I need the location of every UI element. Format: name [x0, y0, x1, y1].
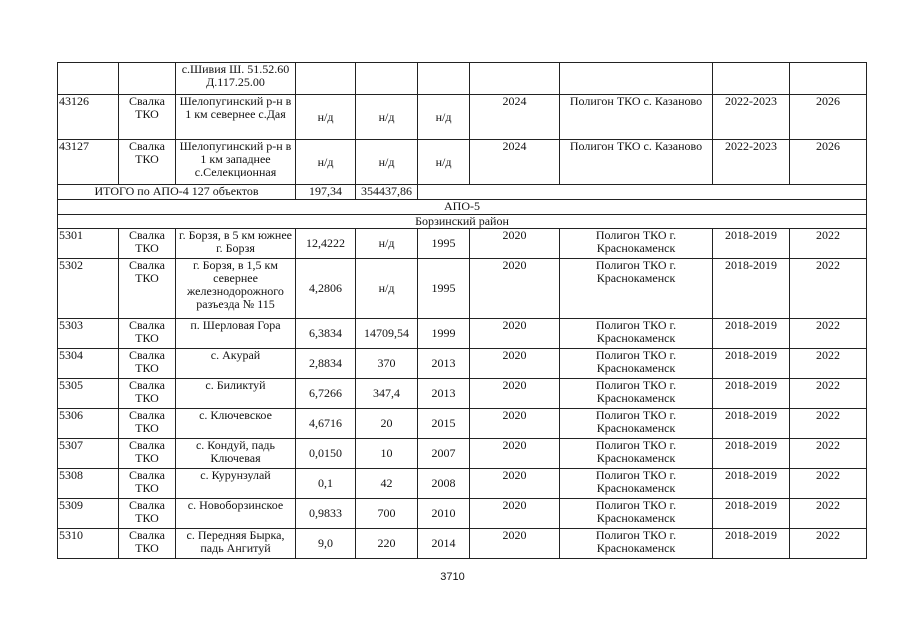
cell-volume: н/д [356, 229, 418, 259]
table-row [58, 469, 867, 499]
cell-id: 43127 [58, 140, 119, 185]
cell-area: 12,4222 [296, 229, 356, 259]
cell-area: н/д [296, 140, 356, 185]
cell-area: н/д [296, 95, 356, 140]
page-number: 3710 [440, 571, 465, 583]
cell-volume: 20 [356, 409, 418, 439]
cell-close-year: 2026 [790, 95, 867, 140]
cell-id: 5309 [58, 499, 119, 529]
cell-year-start: 1995 [418, 229, 470, 259]
cell-id: 5301 [58, 229, 119, 259]
facilities-table [57, 62, 867, 559]
cell-location: с. Курунзулай [176, 469, 296, 499]
cell-location: с. Новоборзинское [176, 499, 296, 529]
section-title-row [58, 200, 867, 215]
cell-close-year: 2022 [790, 529, 867, 559]
cell-location: с. Ключевское [176, 409, 296, 439]
total-label: ИТОГО по АПО-4 127 объектов [58, 185, 296, 200]
table-row [58, 379, 867, 409]
cell-transfer-object: Полигон ТКО г. Краснокаменск [560, 259, 713, 319]
top-rows [58, 63, 867, 185]
cell-type: Свалка ТКО [119, 409, 176, 439]
table-row [58, 439, 867, 469]
cell-transfer-object [560, 63, 713, 95]
cell-location: с. Кондуй, падь Ключевая [176, 439, 296, 469]
cell-years-work: 2018-2019 [713, 379, 790, 409]
table-row [58, 259, 867, 319]
district-title: Борзинский район [58, 215, 867, 229]
cell-id: 5306 [58, 409, 119, 439]
cell-transfer-year: 2024 [470, 140, 560, 185]
cell-years-work: 2018-2019 [713, 499, 790, 529]
cell-type: Свалка ТКО [119, 379, 176, 409]
cell-type: Свалка ТКО [119, 140, 176, 185]
cell-year-start: 2015 [418, 409, 470, 439]
cell-type: Свалка ТКО [119, 469, 176, 499]
cell-location: п. Шерловая Гора [176, 319, 296, 349]
cell-year-start: 2014 [418, 529, 470, 559]
cell-area [296, 63, 356, 95]
cell-id: 43126 [58, 95, 119, 140]
cell-location: с. Биликтуй [176, 379, 296, 409]
table-row [58, 140, 867, 185]
section-title: АПО-5 [58, 200, 867, 215]
cell-close-year: 2022 [790, 259, 867, 319]
cell-transfer-object: Полигон ТКО г. Краснокаменск [560, 469, 713, 499]
cell-transfer-object: Полигон ТКО г. Краснокаменск [560, 229, 713, 259]
cell-year-start: 2007 [418, 439, 470, 469]
cell-close-year: 2022 [790, 319, 867, 349]
main-rows [58, 229, 867, 559]
cell-year-start: н/д [418, 140, 470, 185]
cell-volume [356, 63, 418, 95]
cell-transfer-object: Полигон ТКО г. Краснокаменск [560, 409, 713, 439]
table-row [58, 409, 867, 439]
cell-location: г. Борзя, в 1,5 км севернее железнодорожного разъезда № 115 [176, 259, 296, 319]
cell-type: Свалка ТКО [119, 95, 176, 140]
cell-years-work [713, 63, 790, 95]
cell-year-start: н/д [418, 95, 470, 140]
cell-type: Свалка ТКО [119, 259, 176, 319]
cell-years-work: 2018-2019 [713, 409, 790, 439]
cell-location: с. Акурай [176, 349, 296, 379]
cell-id: 5304 [58, 349, 119, 379]
cell-close-year: 2022 [790, 439, 867, 469]
cell-transfer-year: 2020 [470, 439, 560, 469]
cell-area: 4,2806 [296, 259, 356, 319]
cell-close-year: 2022 [790, 349, 867, 379]
cell-close-year: 2022 [790, 379, 867, 409]
cell-years-work: 2018-2019 [713, 229, 790, 259]
cell-year-start: 1999 [418, 319, 470, 349]
cell-location: Шелопугинский р-н в 1 км севернее с.Дая [176, 95, 296, 140]
cell-transfer-object: Полигон ТКО с. Казаново [560, 95, 713, 140]
cell-area: 0,9833 [296, 499, 356, 529]
cell-close-year: 2022 [790, 409, 867, 439]
total-volume: 354437,86 [356, 185, 418, 200]
district-title-row [58, 215, 867, 229]
cell-transfer-object: Полигон ТКО г. Краснокаменск [560, 529, 713, 559]
cell-id: 5308 [58, 469, 119, 499]
cell-volume: 347,4 [356, 379, 418, 409]
table-row [58, 349, 867, 379]
cell-year-start: 2013 [418, 349, 470, 379]
cell-area: 4,6716 [296, 409, 356, 439]
cell-volume: н/д [356, 95, 418, 140]
cell-transfer-year: 2020 [470, 229, 560, 259]
cell-transfer-year [470, 63, 560, 95]
cell-transfer-object: Полигон ТКО с. Казаново [560, 140, 713, 185]
cell-id: 5302 [58, 259, 119, 319]
cell-volume: 10 [356, 439, 418, 469]
cell-type: Свалка ТКО [119, 229, 176, 259]
cell-transfer-object: Полигон ТКО г. Краснокаменск [560, 439, 713, 469]
cell-transfer-object: Полигон ТКО г. Краснокаменск [560, 499, 713, 529]
cell-id [58, 63, 119, 95]
cell-area: 2,8834 [296, 349, 356, 379]
cell-transfer-year: 2020 [470, 469, 560, 499]
table-row [58, 529, 867, 559]
cell-transfer-year: 2020 [470, 409, 560, 439]
cell-location: с. Передняя Бырка, падь Ангитуй [176, 529, 296, 559]
cell-id: 5305 [58, 379, 119, 409]
cell-type: Свалка ТКО [119, 529, 176, 559]
cell-transfer-year: 2020 [470, 349, 560, 379]
total-row [58, 185, 867, 200]
cell-type: Свалка ТКО [119, 349, 176, 379]
cell-volume: 220 [356, 529, 418, 559]
cell-years-work: 2022-2023 [713, 140, 790, 185]
cell-area: 0,1 [296, 469, 356, 499]
cell-type: Свалка ТКО [119, 319, 176, 349]
total-area: 197,34 [296, 185, 356, 200]
cell-years-work: 2018-2019 [713, 469, 790, 499]
cell-volume: н/д [356, 259, 418, 319]
cell-year-start [418, 63, 470, 95]
table-row [58, 229, 867, 259]
cell-years-work: 2018-2019 [713, 529, 790, 559]
cell-area: 0,0150 [296, 439, 356, 469]
cell-years-work: 2018-2019 [713, 259, 790, 319]
cell-volume: 370 [356, 349, 418, 379]
cell-id: 5303 [58, 319, 119, 349]
table-row [58, 499, 867, 529]
table-row [58, 63, 867, 95]
cell-transfer-year: 2020 [470, 529, 560, 559]
cell-id: 5307 [58, 439, 119, 469]
cell-location: Шелопугинский р-н в 1 км западнее с.Селекционная [176, 140, 296, 185]
cell-year-start: 2008 [418, 469, 470, 499]
cell-type: Свалка ТКО [119, 499, 176, 529]
cell-years-work: 2022-2023 [713, 95, 790, 140]
cell-close-year: 2026 [790, 140, 867, 185]
cell-area: 6,7266 [296, 379, 356, 409]
cell-volume: 42 [356, 469, 418, 499]
cell-years-work: 2018-2019 [713, 319, 790, 349]
cell-transfer-object: Полигон ТКО г. Краснокаменск [560, 319, 713, 349]
cell-transfer-object: Полигон ТКО г. Краснокаменск [560, 349, 713, 379]
cell-area: 9,0 [296, 529, 356, 559]
table-row [58, 319, 867, 349]
cell-transfer-object: Полигон ТКО г. Краснокаменск [560, 379, 713, 409]
cell-years-work: 2018-2019 [713, 439, 790, 469]
cell-close-year: 2022 [790, 469, 867, 499]
cell-location: г. Борзя, в 5 км южнее г. Борзя [176, 229, 296, 259]
cell-year-start: 1995 [418, 259, 470, 319]
total-section [58, 185, 867, 229]
cell-transfer-year: 2024 [470, 95, 560, 140]
cell-year-start: 2013 [418, 379, 470, 409]
cell-type: Свалка ТКО [119, 439, 176, 469]
cell-type [119, 63, 176, 95]
cell-transfer-year: 2020 [470, 499, 560, 529]
cell-close-year: 2022 [790, 499, 867, 529]
cell-volume: 700 [356, 499, 418, 529]
cell-volume: 14709,54 [356, 319, 418, 349]
cell-location: с.Шивия Ш. 51.52.60 Д.117.25.00 [176, 63, 296, 95]
cell-transfer-year: 2020 [470, 259, 560, 319]
table-row [58, 95, 867, 140]
cell-id: 5310 [58, 529, 119, 559]
total-empty [418, 185, 867, 200]
cell-year-start: 2010 [418, 499, 470, 529]
cell-transfer-year: 2020 [470, 319, 560, 349]
cell-close-year: 2022 [790, 229, 867, 259]
cell-transfer-year: 2020 [470, 379, 560, 409]
cell-volume: н/д [356, 140, 418, 185]
cell-years-work: 2018-2019 [713, 349, 790, 379]
cell-area: 6,3834 [296, 319, 356, 349]
cell-close-year [790, 63, 867, 95]
